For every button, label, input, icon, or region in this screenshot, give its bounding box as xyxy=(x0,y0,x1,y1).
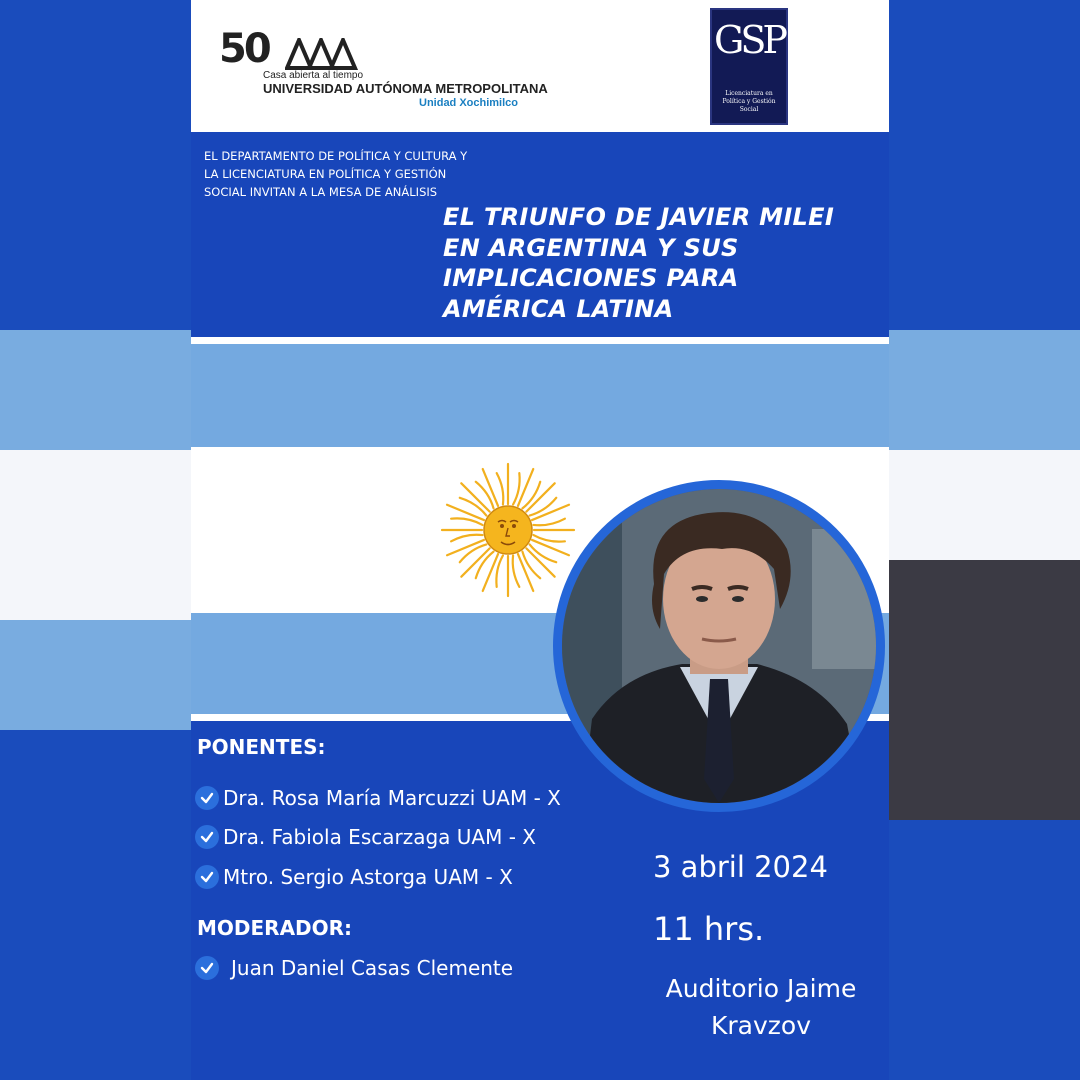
title-line: AMÉRICA LATINA xyxy=(443,294,674,323)
sun-ray xyxy=(476,552,494,579)
speaker-name: Dra. Rosa María Marcuzzi UAM - X xyxy=(223,786,561,810)
check-icon xyxy=(195,786,219,810)
speaker-item xyxy=(195,823,536,851)
venue-line1: Auditorio Jaime xyxy=(665,974,857,1003)
background-blur-right xyxy=(889,0,1080,1080)
sun-ray xyxy=(513,556,520,587)
speaker-item xyxy=(195,863,513,891)
gsp-caption-line2: Política y Gestión Social xyxy=(722,98,776,113)
sun-ray xyxy=(461,548,489,576)
event-venue xyxy=(631,970,889,1044)
sun-ray xyxy=(497,473,504,504)
venue-line2: Kravzov xyxy=(711,1011,811,1040)
intro-text: EL DEPARTAMENTO DE POLÍTICA Y CULTURA Y LA LICENCIATURA EN POLÍTICA Y GESTIÓN SOCIAL INVITAN A LA MESA DE ANÁLISIS xyxy=(204,149,468,199)
sun-ray xyxy=(451,535,482,542)
uam-unit: Unidad Xochimilco xyxy=(419,97,519,109)
gsp-caption-line1: Licenciatura en xyxy=(725,90,773,97)
gsp-monogram: GSP xyxy=(714,18,784,62)
speaker-item xyxy=(195,784,561,812)
sun-ray xyxy=(534,535,565,542)
flag-stripe-light-blue xyxy=(191,344,889,447)
gsp-logo xyxy=(710,8,788,125)
uam-emblem-icon xyxy=(285,38,361,70)
flag-stripe-white xyxy=(191,337,889,344)
title-line: EL TRIUNFO DE JAVIER MILEI xyxy=(443,203,835,231)
event-date: 3 abril 2024 xyxy=(653,850,828,884)
sun-ray xyxy=(526,548,554,576)
moderator-name: Juan Daniel Casas Clemente xyxy=(231,956,514,980)
check-icon xyxy=(195,865,219,889)
sun-ray xyxy=(534,519,565,526)
title-line: IMPLICACIONES PARA xyxy=(443,264,739,292)
sun-ray xyxy=(451,518,482,525)
sun-ray xyxy=(460,498,487,516)
title-line: EN ARGENTINA Y SUS xyxy=(443,233,739,262)
moderator-item xyxy=(195,954,513,982)
event-title xyxy=(443,202,883,324)
check-icon xyxy=(195,956,219,980)
speaker-name: Mtro. Sergio Astorga UAM - X xyxy=(223,865,513,889)
check-icon xyxy=(195,825,219,849)
uam-logo xyxy=(219,26,548,116)
gsp-caption xyxy=(714,90,784,114)
sun-ray xyxy=(461,483,489,511)
background-blur-left xyxy=(0,0,191,1080)
sun-ray xyxy=(496,556,503,587)
speaker-portrait xyxy=(553,480,885,812)
ponentes-label: PONENTES: xyxy=(197,735,326,759)
uam-name: UNIVERSIDAD AUTÓNOMA METROPOLITANA xyxy=(263,81,548,96)
sun-ray xyxy=(513,473,520,504)
sun-ray xyxy=(522,482,540,509)
speaker-name: Dra. Fabiola Escarzaga UAM - X xyxy=(223,825,536,849)
sun-ray xyxy=(526,483,554,511)
event-time: 11 hrs. xyxy=(653,910,765,948)
poster-header xyxy=(191,0,889,132)
moderador-label: MODERADOR: xyxy=(197,916,353,940)
sun-ray xyxy=(460,544,487,562)
uam-anniversary-mark: 50 xyxy=(219,26,269,72)
sun-ray xyxy=(476,482,494,509)
uam-tagline: Casa abierta al tiempo xyxy=(263,70,364,81)
sun-ray xyxy=(530,544,557,562)
sun-of-may-icon xyxy=(438,460,578,600)
portrait-photo xyxy=(562,489,876,803)
sun-ray xyxy=(530,498,557,516)
event-poster xyxy=(191,0,889,1080)
sun-ray xyxy=(522,552,540,579)
